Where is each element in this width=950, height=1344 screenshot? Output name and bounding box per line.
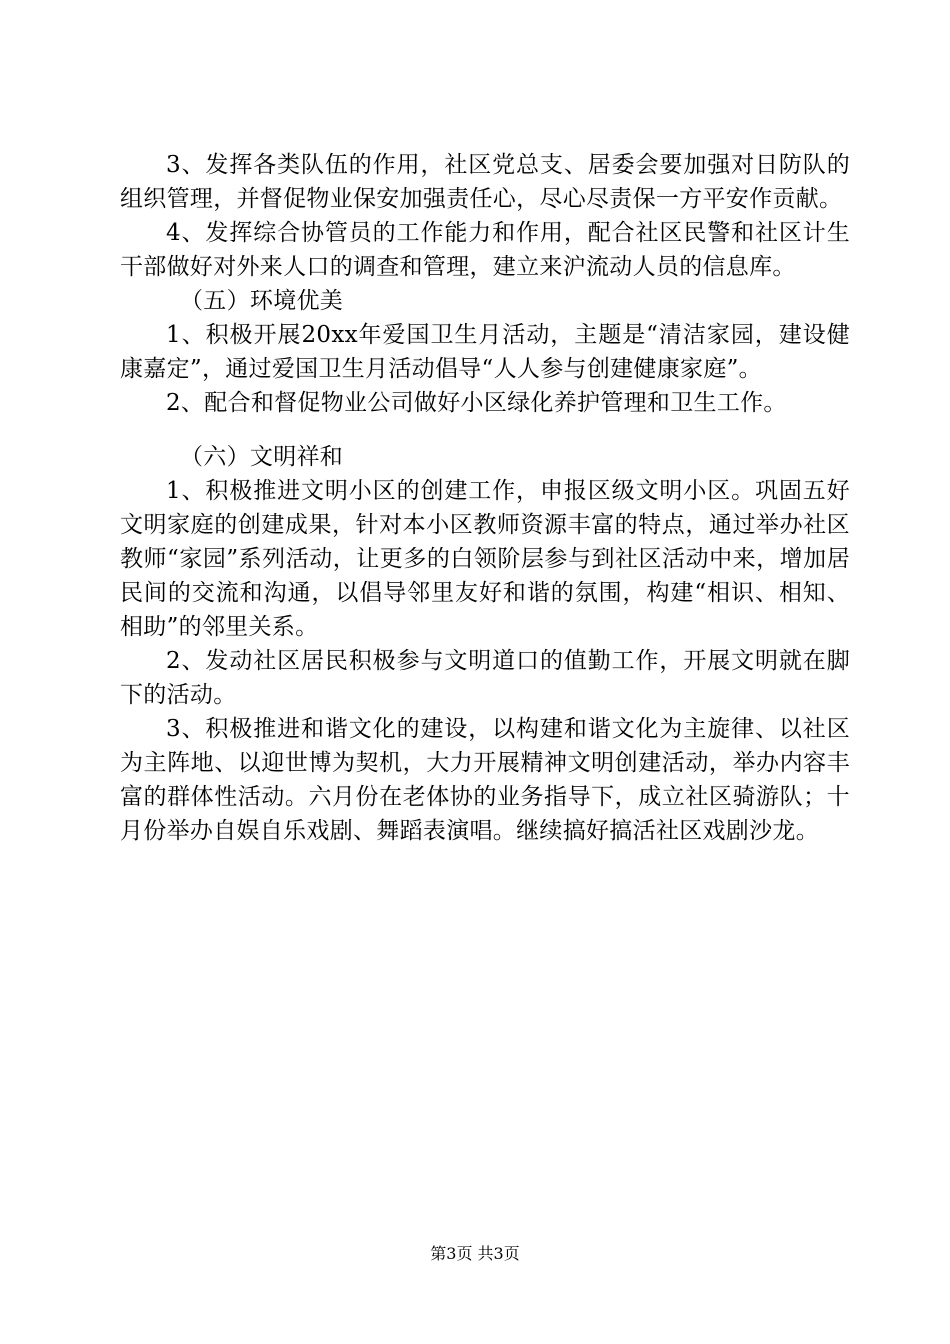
page-number-footer: 第3页 共3页 <box>430 1244 520 1263</box>
paragraph-team-roles: 3、发挥各类队伍的作用，社区党总支、居委会要加强对日防队的组织管理，并督促物业保安加强责任心，尽心尽责保一方平安作贡献。 <box>120 152 850 212</box>
section-heading-civility: （六）文明祥和 <box>180 444 344 470</box>
paragraph-civilized-community: 1、积极推进文明小区的创建工作，申报区级文明小区。巩固五好文明家庭的创建成果，针对本小区教师资源丰富的特点，通过举办社区教师“家园”系列活动，让更多的白领阶层参与到社区活动中来，增加居民间的交流和沟通，以倡导邻里友好和谐的氛围，构建“相识、相知、相助”的邻里关系。 <box>120 478 850 640</box>
paragraph-crossing-duty: 2、发动社区居民积极参与文明道口的值勤工作，开展文明就在脚下的活动。 <box>120 648 850 708</box>
paragraph-hygiene-month: 1、积极开展20xx年爱国卫生月活动，主题是“清洁家园，建设健康嘉定”，通过爱国卫生月活动倡导“人人参与创建健康家庭”。 <box>120 322 850 382</box>
paragraph-coordinators: 4、发挥综合协管员的工作能力和作用，配合社区民警和社区计生干部做好对外来人口的调查和管理，建立来沪流动人员的信息库。 <box>120 220 850 280</box>
document-body <box>120 148 850 848</box>
paragraph-gap <box>120 420 850 440</box>
paragraph-greening: 2、配合和督促物业公司做好小区绿化养护管理和卫生工作。 <box>166 390 787 416</box>
section-heading-environment: （五）环境优美 <box>180 288 344 314</box>
paragraph-harmonious-culture: 3、积极推进和谐文化的建设，以构建和谐文化为主旋律、以社区为主阵地、以迎世博为契机，大力开展精神文明创建活动，举办内容丰富的群体性活动。六月份在老体协的业务指导下，成立社区骑游队；十月份举办自娱自乐戏剧、舞蹈表演唱。继续搞好搞活社区戏剧沙龙。 <box>120 716 850 844</box>
